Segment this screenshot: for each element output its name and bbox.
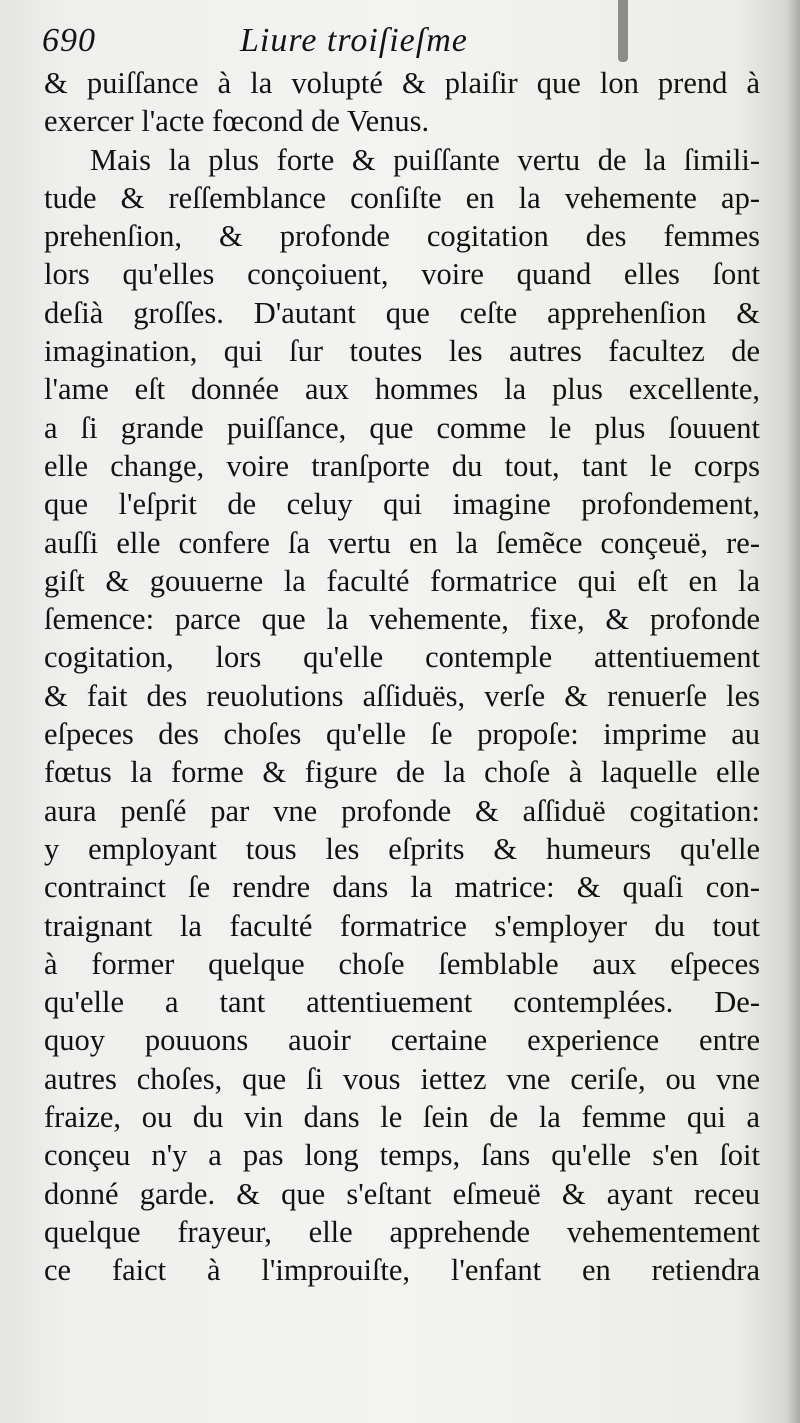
text-line: prehenſion, & profonde cogitation des femmes [44,219,760,254]
text-line: à former quelque choſe ſemblable aux eſpeces [44,946,760,981]
text-line: deſià groſſes. D'autant que ceſte apprehenſion & [44,295,760,330]
text-line: ce faict à l'improuiſte, l'enfant en retiendra [44,1253,760,1288]
text-line: imagination, qui ſur toutes les autres facultez de [44,334,760,369]
text-line: cogitation, lors qu'elle contemple attentiuement [44,640,760,675]
text-line: contrainct ſe rendre dans la matrice: & quaſi con- [44,870,760,905]
text-line: & puiſſance à la volupté & plaiſir que lon prend à [44,66,760,100]
page-edge-shadow [786,0,800,1423]
text-line: lors qu'elles conçoiuent, voire quand elles ſont [44,257,760,292]
text-line: conçeu n'y a pas long temps, ſans qu'elle s'en ſoit [44,1138,760,1173]
page-number: 690 [42,22,96,59]
text-line: donné garde. & que s'eſtant eſmeuë & ayant receu [44,1176,760,1211]
text-line: l'ame eſt donnée aux hommes la plus excellente, [44,372,760,407]
text-line: fraize, ou du vin dans le ſein de la femme qui a [44,1100,760,1135]
text-line: exercer l'acte fœcond de Venus. [44,104,430,139]
text-line: ſemence: parce que la vehemente, fixe, & profonde [44,602,760,637]
text-line: qu'elle a tant attentiuement contemplées. De- [44,985,760,1020]
text-line: eſpeces des choſes qu'elle ſe propoſe: imprime au [44,717,760,752]
body-text [44,64,760,1290]
text-line: traignant la faculté formatrice s'employer du tout [44,908,760,943]
text-line: quelque frayeur, elle apprehende vehementement [44,1214,760,1249]
running-title: Liure troiſieſme [240,22,468,59]
text-line: aura penſé par vne profonde & aſſiduë cogitation: [44,793,760,828]
text-line: que l'eſprit de celuy qui imagine profondement, [44,487,760,522]
text-line: Mais la plus forte & puiſſante vertu de la ſimili- [90,142,760,177]
text-line: autres choſes, que ſi vous iettez vne ceriſe, ou vne [44,1061,760,1096]
text-line: elle change, voire tranſporte du tout, tant le corps [44,448,760,483]
text-line: a ſi grande puiſſance, que comme le plus ſouuent [44,410,760,445]
text-line: quoy pouuons auoir certaine experience entre [44,1023,760,1058]
text-line: tude & reſſemblance conſiſte en la vehemente ap- [44,180,760,215]
page-header [42,22,762,66]
text-line: auſſi elle confere ſa vertu en la ſemẽce conçeuë, re- [44,525,760,560]
text-line: & fait des reuolutions aſſiduës, verſe & renuerſe les [44,678,760,713]
text-line: y employant tous les eſprits & humeurs qu'elle [44,831,760,866]
text-line: giſt & gouuerne la faculté formatrice qui eſt en la [44,563,760,598]
text-line: fœtus la forme & figure de la choſe à laquelle elle [44,755,760,790]
